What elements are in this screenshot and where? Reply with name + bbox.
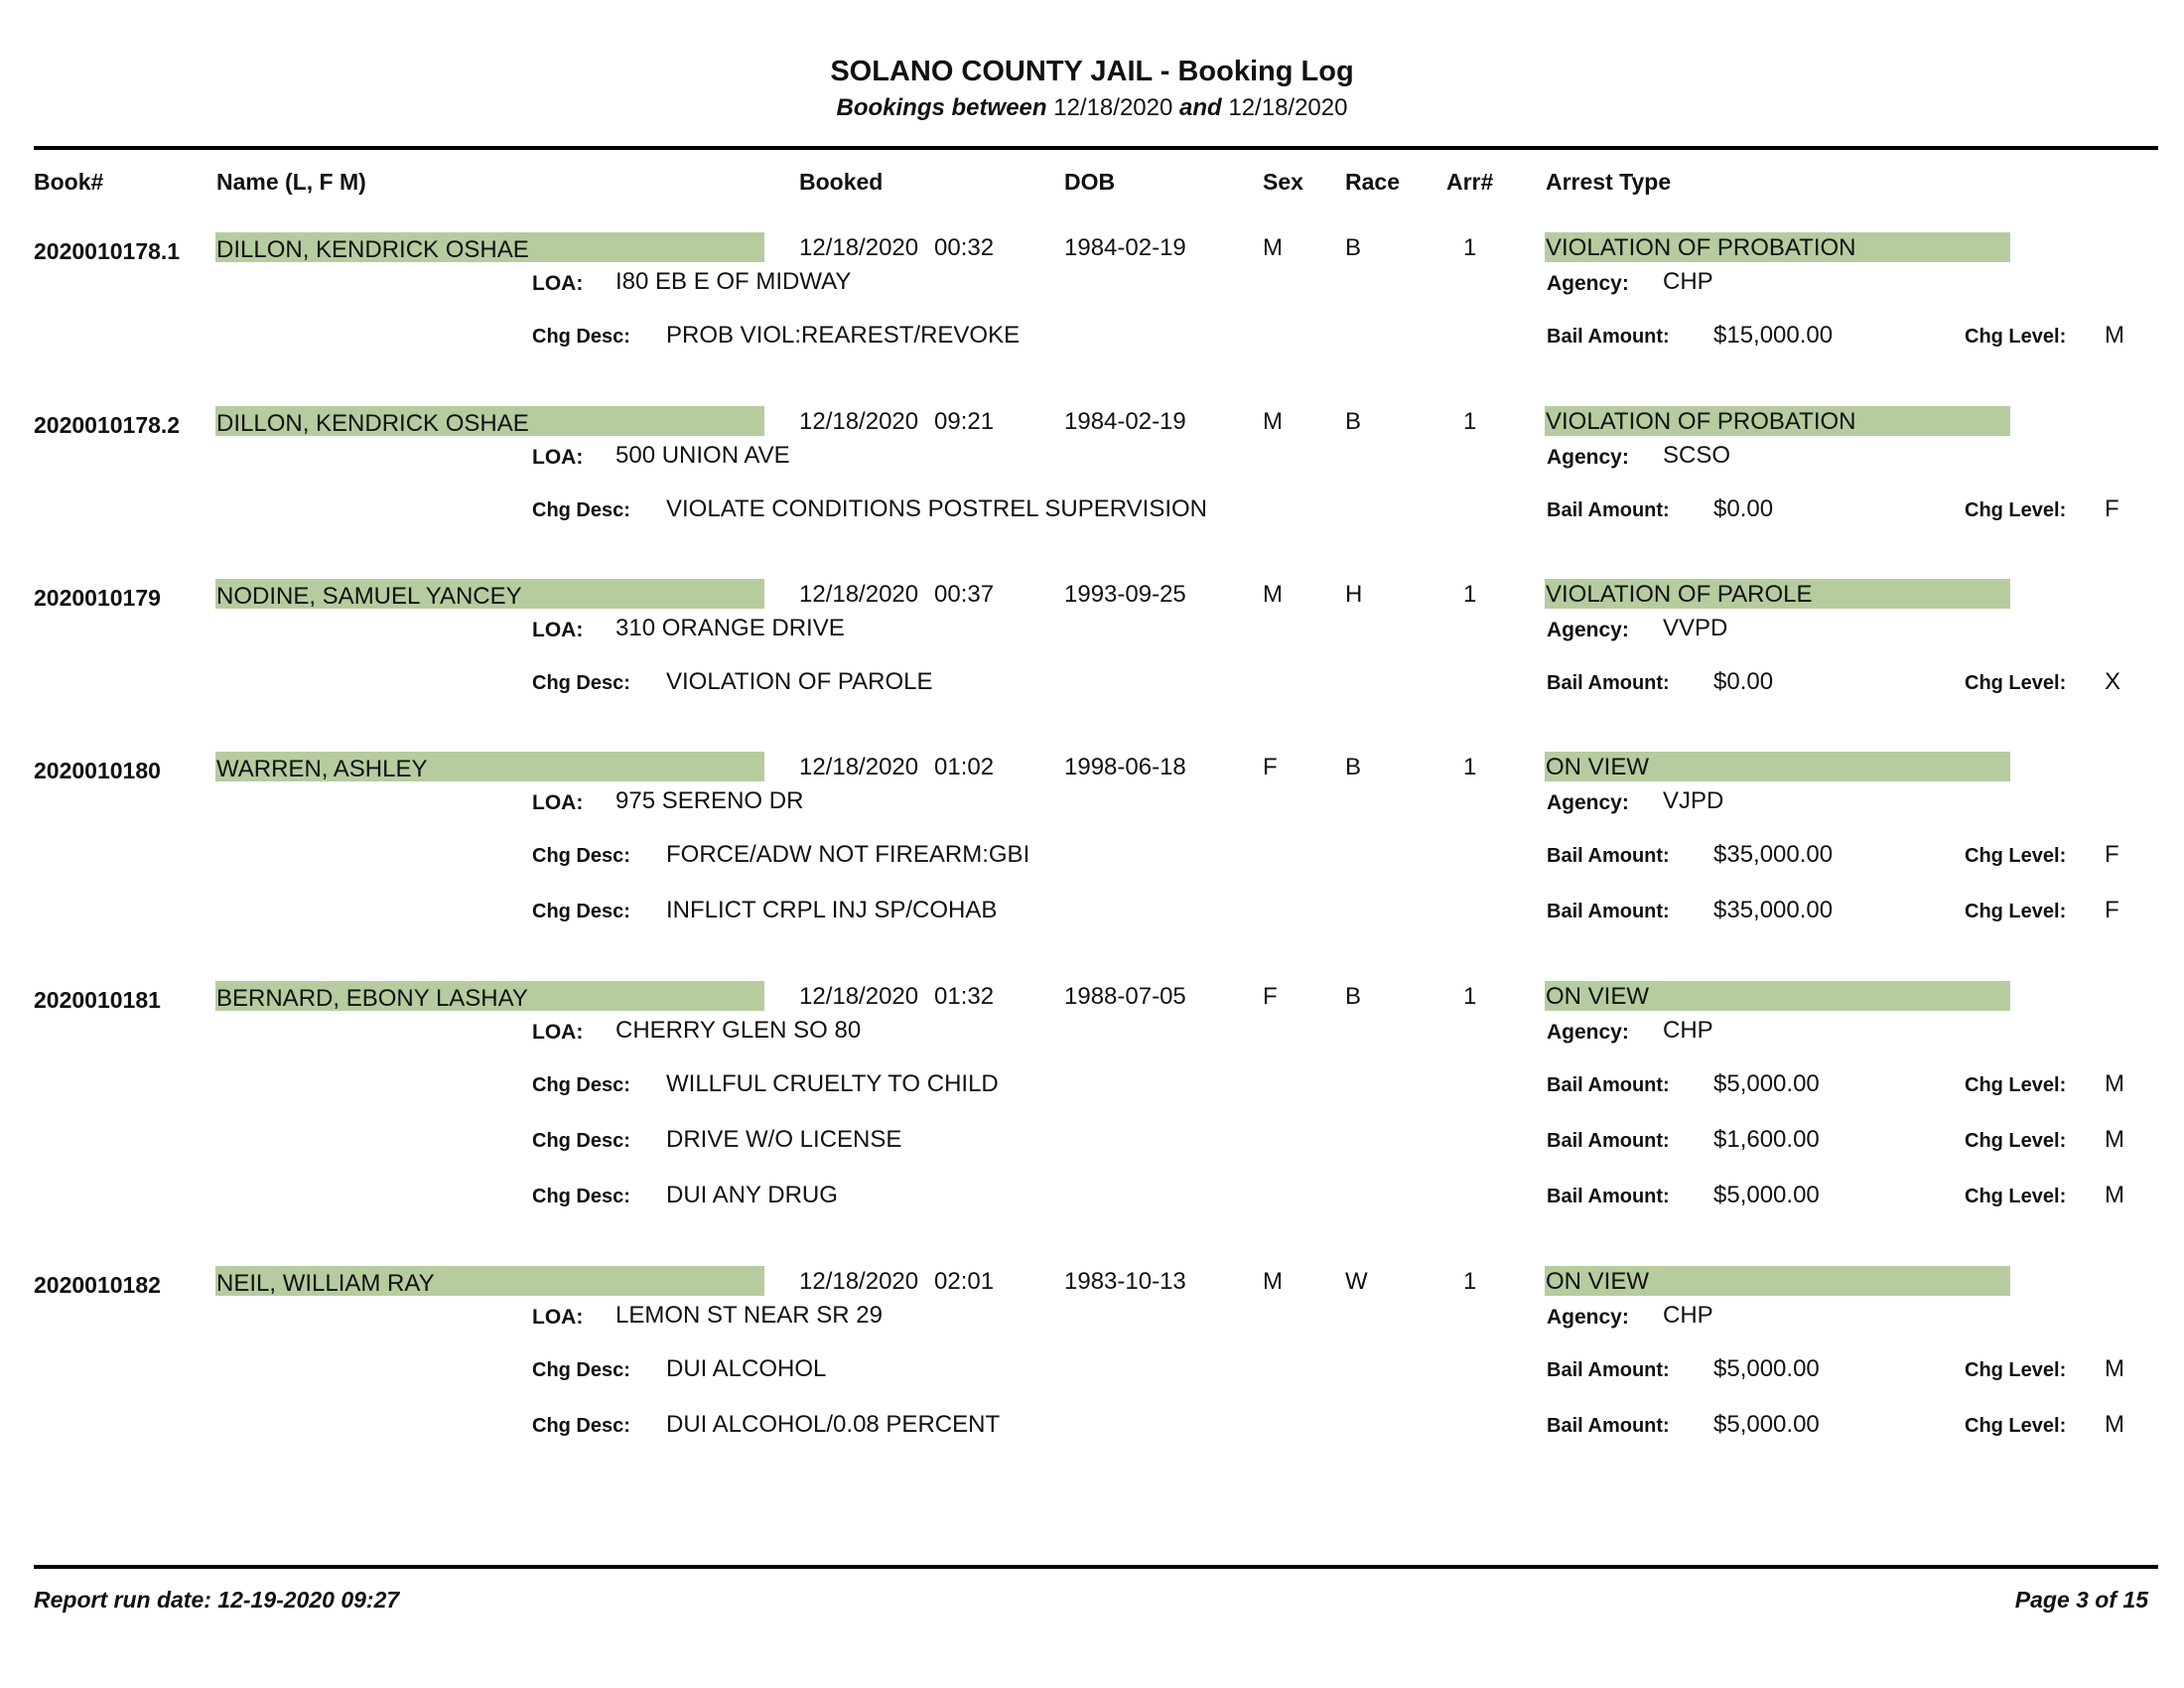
book-number: 2020010181	[34, 987, 161, 1013]
col-dob: DOB	[1064, 169, 1116, 195]
agency-label: Agency:	[1547, 272, 1629, 295]
subtitle-and: and	[1179, 94, 1222, 121]
race: B	[1345, 408, 1362, 435]
booking-record	[0, 750, 2184, 923]
inmate-name: DILLON, KENDRICK OSHAE	[216, 410, 529, 437]
chg-level-label: Chg Level:	[1965, 1074, 2067, 1096]
bail-amount-label: Bail Amount:	[1547, 1130, 1670, 1152]
date-to: 12/18/2020	[1228, 94, 1348, 121]
loa-label: LOA:	[532, 446, 584, 469]
bail-amount-value: $5,000.00	[1713, 1070, 1820, 1097]
booked-time: 00:32	[934, 234, 995, 261]
bail-amount-label: Bail Amount:	[1547, 1074, 1670, 1096]
arrest-number: 1	[1463, 408, 1477, 435]
chg-desc-label: Chg Desc:	[532, 1074, 630, 1096]
chg-desc-label: Chg Desc:	[532, 672, 630, 694]
sex: F	[1263, 754, 1278, 780]
loa-value: 310 ORANGE DRIVE	[615, 615, 845, 641]
chg-desc-value: DUI ANY DRUG	[666, 1182, 838, 1208]
col-booked: Booked	[799, 169, 884, 195]
arrest-type: VIOLATION OF PROBATION	[1546, 408, 1856, 435]
sex: M	[1263, 408, 1283, 435]
chg-level-label: Chg Level:	[1965, 326, 2067, 348]
loa-value: 975 SERENO DR	[615, 787, 804, 814]
arrest-number: 1	[1463, 754, 1477, 780]
chg-desc-value: WILLFUL CRUELTY TO CHILD	[666, 1070, 999, 1097]
chg-level-label: Chg Level:	[1965, 1415, 2067, 1437]
date-from: 12/18/2020	[1053, 94, 1173, 121]
sex: M	[1263, 1268, 1283, 1295]
bail-amount-value: $1,600.00	[1713, 1126, 1820, 1153]
inmate-name: NEIL, WILLIAM RAY	[216, 1270, 435, 1297]
loa-value: LEMON ST NEAR SR 29	[615, 1302, 883, 1329]
arrest-number: 1	[1463, 983, 1477, 1010]
bail-amount-value: $35,000.00	[1713, 897, 1834, 923]
dob: 1984-02-19	[1064, 234, 1186, 261]
chg-level-value: F	[2105, 897, 2119, 923]
dob: 1983-10-13	[1064, 1268, 1186, 1295]
chg-desc-value: INFLICT CRPL INJ SP/COHAB	[666, 897, 998, 923]
chg-level-value: M	[2105, 1126, 2124, 1153]
agency-value: CHP	[1663, 1302, 1713, 1329]
bail-amount-label: Bail Amount:	[1547, 845, 1670, 867]
sex: M	[1263, 234, 1283, 261]
booking-record	[0, 979, 2184, 1208]
chg-desc-label: Chg Desc:	[532, 499, 630, 521]
bail-amount-label: Bail Amount:	[1547, 326, 1670, 348]
bail-amount-value: $15,000.00	[1713, 322, 1834, 349]
chg-desc-value: FORCE/ADW NOT FIREARM:GBI	[666, 841, 1030, 868]
booking-record	[0, 230, 2184, 349]
bail-amount-value: $35,000.00	[1713, 841, 1834, 868]
loa-value: I80 EB E OF MIDWAY	[615, 268, 852, 295]
inmate-name: DILLON, KENDRICK OSHAE	[216, 236, 529, 263]
booked-time: 01:02	[934, 754, 995, 780]
loa-label: LOA:	[532, 791, 584, 814]
booked-date: 12/18/2020	[799, 234, 919, 261]
chg-desc-value: VIOLATION OF PAROLE	[666, 668, 933, 695]
book-number: 2020010182	[34, 1272, 161, 1298]
chg-level-value: M	[2105, 1070, 2124, 1097]
bail-amount-label: Bail Amount:	[1547, 672, 1670, 694]
bail-amount-label: Bail Amount:	[1547, 901, 1670, 922]
chg-desc-value: DUI ALCOHOL/0.08 PERCENT	[666, 1411, 1001, 1438]
chg-level-label: Chg Level:	[1965, 672, 2067, 694]
book-number: 2020010178.2	[34, 412, 181, 438]
agency-value: VJPD	[1663, 787, 1724, 814]
bail-amount-value: $5,000.00	[1713, 1182, 1820, 1208]
footer-rule	[34, 1565, 2158, 1569]
loa-value: CHERRY GLEN SO 80	[615, 1017, 862, 1044]
agency-value: CHP	[1663, 268, 1713, 295]
chg-desc-label: Chg Desc:	[532, 1359, 630, 1381]
bail-amount-value: $0.00	[1713, 668, 1774, 695]
arrest-type: VIOLATION OF PAROLE	[1546, 581, 1813, 608]
chg-level-label: Chg Level:	[1965, 845, 2067, 867]
arrest-number: 1	[1463, 581, 1477, 608]
agency-label: Agency:	[1547, 446, 1629, 469]
loa-label: LOA:	[532, 619, 584, 641]
chg-level-label: Chg Level:	[1965, 901, 2067, 922]
report-title: SOLANO COUNTY JAIL - Booking Log	[830, 56, 1354, 87]
booked-date: 12/18/2020	[799, 408, 919, 435]
col-arr: Arr#	[1446, 169, 1494, 195]
chg-desc-label: Chg Desc:	[532, 1130, 630, 1152]
chg-level-value: X	[2105, 668, 2121, 695]
chg-level-value: M	[2105, 1182, 2124, 1208]
book-number: 2020010179	[34, 585, 161, 611]
dob: 1993-09-25	[1064, 581, 1186, 608]
arrest-number: 1	[1463, 1268, 1477, 1295]
agency-label: Agency:	[1547, 791, 1629, 814]
race: W	[1345, 1268, 1368, 1295]
bail-amount-label: Bail Amount:	[1547, 1359, 1670, 1381]
booked-date: 12/18/2020	[799, 983, 919, 1010]
bail-amount-label: Bail Amount:	[1547, 1186, 1670, 1207]
booked-time: 01:32	[934, 983, 995, 1010]
chg-level-label: Chg Level:	[1965, 499, 2067, 521]
chg-desc-value: DUI ALCOHOL	[666, 1355, 827, 1382]
booking-record	[0, 404, 2184, 522]
race: H	[1345, 581, 1363, 608]
bail-amount-label: Bail Amount:	[1547, 499, 1670, 521]
agency-value: CHP	[1663, 1017, 1713, 1044]
col-book: Book#	[34, 169, 104, 195]
booking-record	[0, 577, 2184, 695]
inmate-name: BERNARD, EBONY LASHAY	[216, 985, 528, 1012]
agency-value: SCSO	[1663, 442, 1731, 469]
bail-amount-label: Bail Amount:	[1547, 1415, 1670, 1437]
col-race: Race	[1345, 169, 1400, 195]
arrest-type: ON VIEW	[1546, 983, 1650, 1010]
race: B	[1345, 983, 1362, 1010]
chg-level-label: Chg Level:	[1965, 1186, 2067, 1207]
chg-desc-label: Chg Desc:	[532, 1415, 630, 1437]
sex: F	[1263, 983, 1278, 1010]
chg-desc-value: VIOLATE CONDITIONS POSTREL SUPERVISION	[666, 495, 1208, 522]
inmate-name: NODINE, SAMUEL YANCEY	[216, 583, 522, 610]
agency-value: VVPD	[1663, 615, 1728, 641]
chg-level-value: M	[2105, 1411, 2124, 1438]
booked-date: 12/18/2020	[799, 754, 919, 780]
page-number: Page 3 of 15	[2014, 1587, 2148, 1613]
booking-record	[0, 1264, 2184, 1438]
chg-level-label: Chg Level:	[1965, 1359, 2067, 1381]
arrest-number: 1	[1463, 234, 1477, 261]
booked-time: 02:01	[934, 1268, 995, 1295]
col-sex: Sex	[1263, 169, 1303, 195]
chg-desc-label: Chg Desc:	[532, 901, 630, 922]
book-number: 2020010178.1	[34, 238, 181, 264]
agency-label: Agency:	[1547, 619, 1629, 641]
booked-date: 12/18/2020	[799, 1268, 919, 1295]
arrest-type: ON VIEW	[1546, 754, 1650, 780]
dob: 1984-02-19	[1064, 408, 1186, 435]
bail-amount-value: $5,000.00	[1713, 1355, 1820, 1382]
book-number: 2020010180	[34, 758, 161, 783]
sex: M	[1263, 581, 1283, 608]
loa-label: LOA:	[532, 1021, 584, 1044]
arrest-type: ON VIEW	[1546, 1268, 1650, 1295]
chg-desc-label: Chg Desc:	[532, 1186, 630, 1207]
agency-label: Agency:	[1547, 1021, 1629, 1044]
booked-time: 09:21	[934, 408, 995, 435]
loa-label: LOA:	[532, 272, 584, 295]
subtitle-prefix: Bookings between	[836, 94, 1047, 121]
bail-amount-value: $5,000.00	[1713, 1411, 1820, 1438]
chg-desc-value: DRIVE W/O LICENSE	[666, 1126, 902, 1153]
chg-desc-label: Chg Desc:	[532, 845, 630, 867]
loa-label: LOA:	[532, 1306, 584, 1329]
report-run-date: Report run date: 12-19-2020 09:27	[34, 1587, 400, 1613]
dob: 1988-07-05	[1064, 983, 1186, 1010]
col-arrest-type: Arrest Type	[1546, 169, 1672, 195]
chg-level-value: F	[2105, 495, 2119, 522]
race: B	[1345, 234, 1362, 261]
chg-desc-value: PROB VIOL:REAREST/REVOKE	[666, 322, 1021, 349]
race: B	[1345, 754, 1362, 780]
col-name: Name (L, F M)	[216, 169, 366, 195]
booked-time: 00:37	[934, 581, 995, 608]
arrest-type: VIOLATION OF PROBATION	[1546, 234, 1856, 261]
bail-amount-value: $0.00	[1713, 495, 1774, 522]
agency-label: Agency:	[1547, 1306, 1629, 1329]
chg-level-value: M	[2105, 322, 2124, 349]
chg-desc-label: Chg Desc:	[532, 326, 630, 348]
chg-level-value: M	[2105, 1355, 2124, 1382]
booked-date: 12/18/2020	[799, 581, 919, 608]
chg-level-value: F	[2105, 841, 2119, 868]
loa-value: 500 UNION AVE	[615, 442, 790, 469]
dob: 1998-06-18	[1064, 754, 1186, 780]
chg-level-label: Chg Level:	[1965, 1130, 2067, 1152]
inmate-name: WARREN, ASHLEY	[216, 756, 428, 782]
